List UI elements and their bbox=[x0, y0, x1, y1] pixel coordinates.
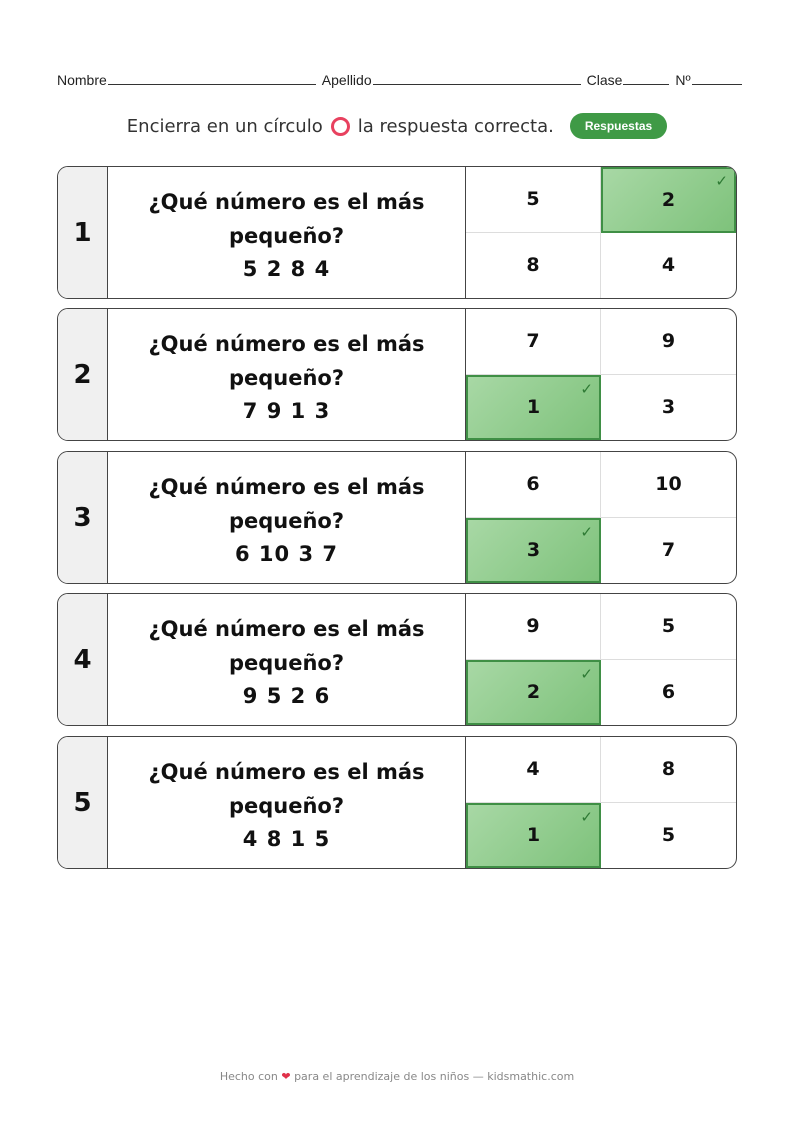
answer-option-label: 6 bbox=[526, 473, 540, 496]
answer-option[interactable] bbox=[601, 518, 736, 584]
apellido-field[interactable] bbox=[373, 83, 581, 85]
footer bbox=[0, 1070, 794, 1083]
instruction-text-end: la respuesta correcta. bbox=[357, 115, 554, 137]
question-text bbox=[108, 309, 466, 440]
question-line-2: pequeño? bbox=[228, 793, 345, 818]
answer-option[interactable] bbox=[601, 737, 736, 803]
question-text bbox=[108, 737, 466, 868]
check-icon: ✓ bbox=[715, 172, 728, 190]
question-line-1: ¿Qué número es el más bbox=[148, 474, 425, 499]
question-number: 3 bbox=[58, 452, 108, 583]
answer-option[interactable] bbox=[601, 803, 736, 869]
answer-option-label: 5 bbox=[661, 615, 676, 638]
question-line-2: pequeño? bbox=[228, 650, 345, 675]
footer-text-end: para el aprendizaje de los niños — kidsmathic.com bbox=[294, 1070, 575, 1083]
answer-options bbox=[466, 167, 736, 298]
answer-option-label: 8 bbox=[661, 758, 676, 781]
numero-label: Nº bbox=[675, 72, 691, 88]
answer-option-label: 6 bbox=[661, 681, 676, 704]
question-line-1: ¿Qué número es el más bbox=[148, 759, 425, 784]
apellido-label: Apellido bbox=[321, 72, 372, 88]
answer-option-label: 2 bbox=[526, 681, 541, 704]
answer-option-label: 5 bbox=[526, 188, 540, 211]
answers-badge[interactable]: Respuestas bbox=[570, 113, 667, 139]
answer-option-label: 3 bbox=[526, 539, 541, 562]
question-card bbox=[57, 593, 737, 726]
question-number: 1 bbox=[58, 167, 108, 298]
answer-options bbox=[466, 594, 736, 725]
answer-option-label: 1 bbox=[526, 824, 541, 847]
question-card bbox=[57, 166, 737, 299]
circle-icon bbox=[331, 117, 350, 136]
question-numbers: 5 2 8 4 bbox=[242, 256, 331, 281]
question-line-2: pequeño? bbox=[228, 365, 345, 390]
question-numbers: 6 10 3 7 bbox=[235, 541, 338, 566]
answer-option-correct[interactable] bbox=[466, 518, 601, 584]
answer-option-label: 3 bbox=[661, 396, 676, 419]
question-numbers: 9 5 2 6 bbox=[242, 683, 331, 708]
answer-option-correct[interactable] bbox=[466, 803, 601, 869]
answer-option[interactable] bbox=[601, 375, 736, 441]
question-text bbox=[108, 594, 466, 725]
nombre-label: Nombre bbox=[57, 72, 107, 88]
answer-option-label: 7 bbox=[661, 539, 676, 562]
question-number: 4 bbox=[58, 594, 108, 725]
question-line-2: pequeño? bbox=[228, 508, 345, 533]
answer-option-label: 1 bbox=[526, 396, 541, 419]
answer-option-label: 5 bbox=[661, 824, 676, 847]
question-number: 2 bbox=[58, 309, 108, 440]
student-info-header bbox=[57, 68, 777, 88]
instructions bbox=[0, 112, 794, 140]
answer-option-correct[interactable] bbox=[466, 660, 601, 726]
answer-option[interactable] bbox=[601, 452, 736, 518]
answer-option[interactable] bbox=[601, 233, 736, 299]
clase-label: Clase bbox=[586, 72, 623, 88]
answer-option[interactable] bbox=[466, 452, 601, 518]
answer-option-label: 4 bbox=[661, 254, 676, 277]
question-number: 5 bbox=[58, 737, 108, 868]
question-text bbox=[108, 167, 466, 298]
answer-option-label: 7 bbox=[526, 330, 540, 353]
answer-options bbox=[466, 309, 736, 440]
answer-options bbox=[466, 452, 736, 583]
nombre-field[interactable] bbox=[108, 83, 316, 85]
heart-icon: ❤ bbox=[281, 1070, 291, 1083]
question-numbers: 4 8 1 5 bbox=[242, 826, 331, 851]
answer-option-label: 9 bbox=[526, 615, 540, 638]
question-line-2: pequeño? bbox=[228, 223, 345, 248]
instruction-text-start: Encierra en un círculo bbox=[126, 115, 323, 137]
question-numbers: 7 9 1 3 bbox=[242, 398, 331, 423]
answer-option[interactable] bbox=[466, 737, 601, 803]
numero-field[interactable] bbox=[692, 83, 742, 85]
answer-option[interactable] bbox=[466, 594, 601, 660]
answer-option[interactable] bbox=[466, 309, 601, 375]
answer-option-correct[interactable] bbox=[466, 375, 601, 441]
question-line-1: ¿Qué número es el más bbox=[148, 616, 425, 641]
check-icon: ✓ bbox=[580, 522, 593, 541]
answer-option-label: 9 bbox=[661, 330, 676, 353]
answer-option[interactable] bbox=[466, 233, 601, 299]
answer-option[interactable] bbox=[601, 660, 736, 726]
question-card bbox=[57, 451, 737, 584]
answer-option[interactable] bbox=[466, 167, 601, 233]
answer-option[interactable] bbox=[601, 309, 736, 375]
answer-option-correct[interactable] bbox=[601, 167, 736, 233]
answer-option-label: 8 bbox=[526, 254, 540, 277]
question-line-1: ¿Qué número es el más bbox=[148, 331, 425, 356]
question-text bbox=[108, 452, 466, 583]
answer-option-label: 2 bbox=[661, 188, 676, 211]
question-card bbox=[57, 736, 737, 869]
question-line-1: ¿Qué número es el más bbox=[148, 189, 425, 214]
answer-option[interactable] bbox=[601, 594, 736, 660]
question-card bbox=[57, 308, 737, 441]
check-icon: ✓ bbox=[580, 807, 593, 826]
answer-options bbox=[466, 737, 736, 868]
answer-option-label: 4 bbox=[526, 758, 540, 781]
check-icon: ✓ bbox=[580, 379, 593, 398]
check-icon: ✓ bbox=[580, 664, 593, 683]
footer-text-start: Hecho con bbox=[219, 1070, 278, 1083]
clase-field[interactable] bbox=[623, 83, 669, 85]
answer-option-label: 10 bbox=[655, 473, 682, 496]
